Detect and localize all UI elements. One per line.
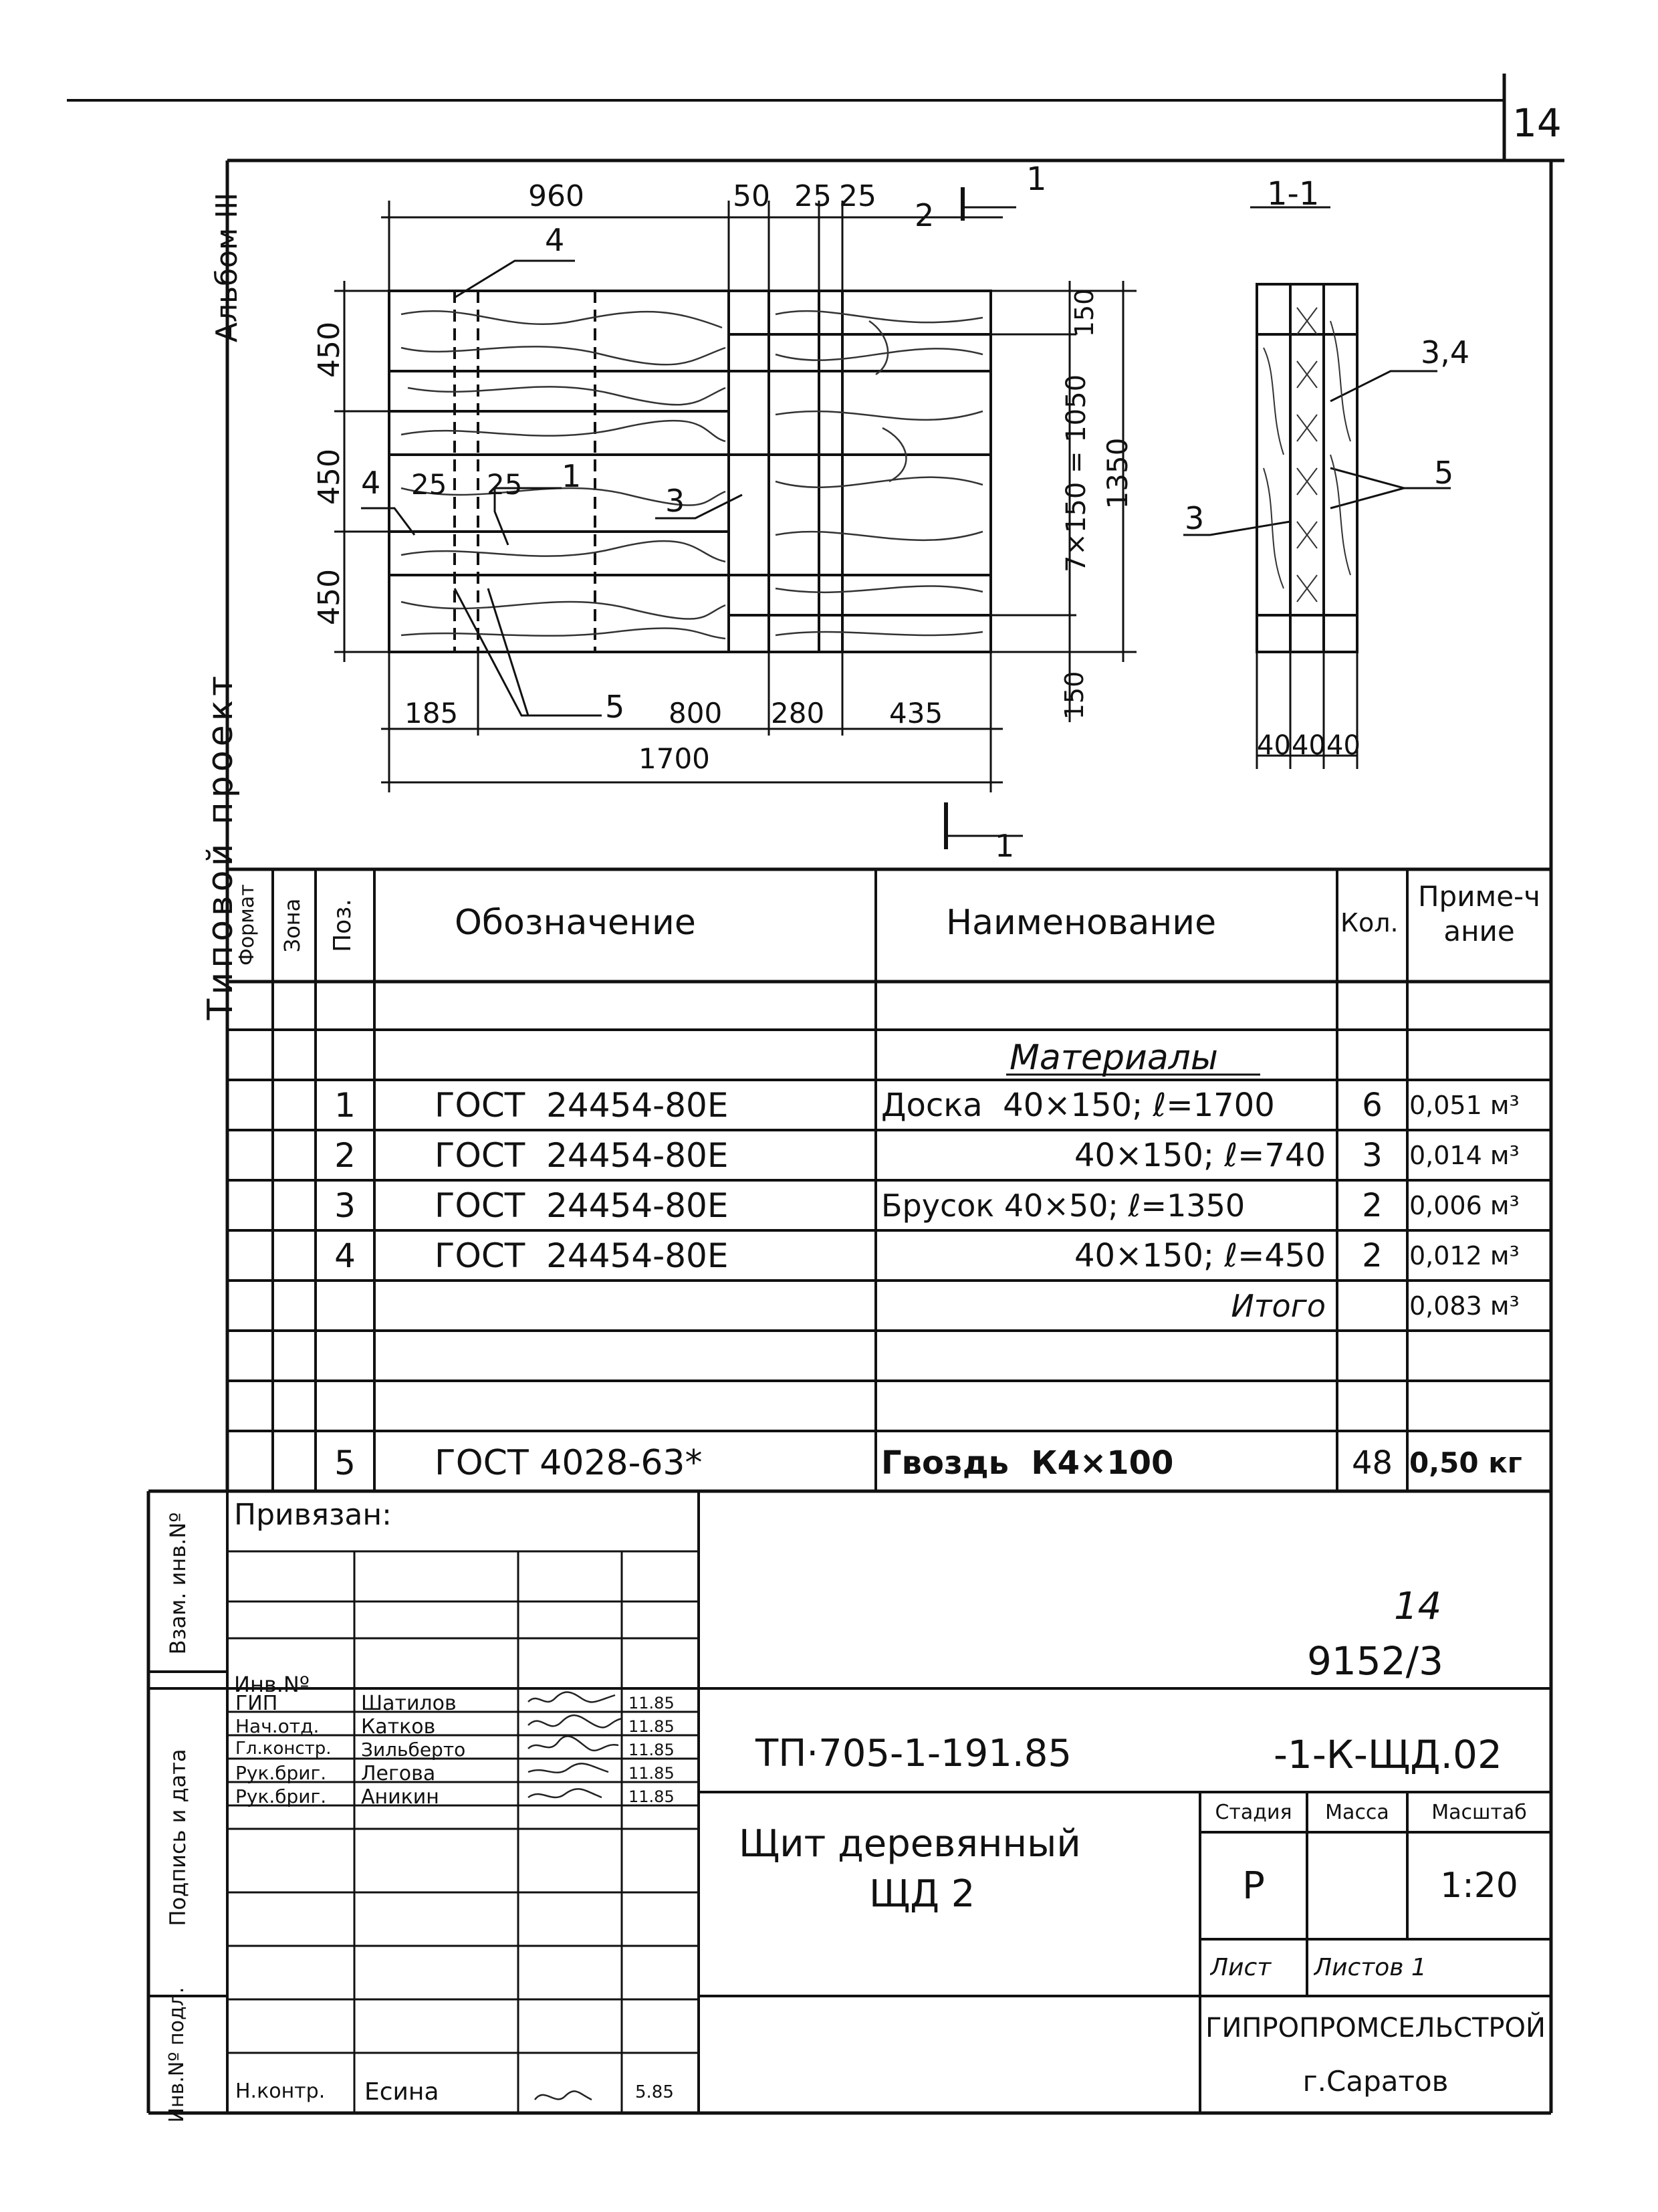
- dim-inner-25b: 25: [487, 468, 523, 501]
- sheets-count: Листов 1: [1314, 1954, 1427, 1981]
- section-title: 1-1: [1267, 175, 1320, 213]
- title-line-2: ЩД 2: [869, 1872, 975, 1916]
- project-label: Типовой проект: [201, 671, 241, 1020]
- role-1-date: 11.85: [628, 1694, 675, 1712]
- callout-3-4: 3,4: [1421, 334, 1470, 370]
- callout-1: 1: [562, 458, 582, 494]
- role-4: Рук.бриг.: [235, 1762, 327, 1784]
- dim-top-25b: 25: [839, 179, 876, 213]
- dim-inner-25a: 25: [411, 468, 447, 501]
- role-4-date: 11.85: [628, 1764, 675, 1783]
- privyazan-label: Привязан:: [234, 1498, 392, 1532]
- callout-2: 2: [915, 197, 935, 233]
- role-5-date: 11.85: [628, 1787, 675, 1806]
- row4-pos: 4: [334, 1236, 356, 1275]
- row4-name: 40×150; ℓ=450: [1074, 1236, 1326, 1275]
- row1-pos: 1: [334, 1085, 356, 1125]
- mass-label: Масса: [1325, 1800, 1389, 1824]
- row3-qty: 2: [1362, 1186, 1383, 1224]
- row1-note: 0,051 м³: [1409, 1090, 1520, 1120]
- dim-right-150-bottom: 150: [1060, 671, 1089, 720]
- scale-label: Масштаб: [1431, 1800, 1527, 1824]
- col-header-pos: Поз.: [329, 899, 356, 952]
- role-4-name: Легова: [361, 1762, 436, 1785]
- row3-pos: 3: [334, 1186, 356, 1225]
- album-label: Альбом III: [210, 192, 244, 343]
- row5-pos: 5: [334, 1443, 356, 1482]
- role-3-name: Зильберто: [361, 1739, 466, 1761]
- section-dim-40b: 40: [1292, 730, 1326, 761]
- sheet-label: Лист: [1210, 1954, 1272, 1981]
- row2-pos: 2: [334, 1135, 356, 1175]
- scale-value: 1:20: [1440, 1866, 1518, 1906]
- dim-left-450-2: 450: [312, 449, 346, 505]
- callout-5-board: 5: [605, 689, 625, 725]
- row5-name: Гвоздь К4×100: [881, 1444, 1174, 1482]
- row3-note: 0,006 м³: [1409, 1190, 1520, 1220]
- dim-top-50: 50: [733, 179, 770, 213]
- row4-note: 0,012 м³: [1409, 1240, 1520, 1270]
- strip-replace-inv: Взам. инв.Nº: [165, 1512, 191, 1655]
- control-date: 5.85: [635, 2082, 674, 2102]
- row5-designation: ГОСТ 4028-63*: [435, 1442, 703, 1483]
- title-line-1: Щит деревянный: [739, 1822, 1081, 1866]
- dim-left-450-3: 450: [312, 569, 346, 625]
- role-3-date: 11.85: [628, 1741, 675, 1759]
- inv-number-label: Инв.Nº: [234, 1672, 310, 1697]
- row3-designation: ГОСТ 24454-80Е: [435, 1186, 729, 1225]
- stage-value: Р: [1242, 1864, 1265, 1908]
- role-1: ГИП: [235, 1692, 278, 1715]
- total-value: 0,083 м³: [1409, 1291, 1520, 1321]
- callout-3: 3: [665, 483, 685, 519]
- callout-3-section: 3: [1185, 500, 1205, 536]
- materials-section-title: Материалы: [1010, 1038, 1218, 1078]
- strip-signature-date: Подпись и дата: [165, 1749, 191, 1926]
- row1-name: Доска 40×150; ℓ=1700: [881, 1086, 1275, 1124]
- doc-suffix: -1-К-ЩД.02: [1274, 1732, 1502, 1777]
- role-3: Гл.констр.: [235, 1739, 332, 1759]
- sheet-number: 14: [1512, 100, 1562, 146]
- control-name: Есина: [364, 2078, 439, 2106]
- col-header-format: Формат: [235, 884, 259, 966]
- section-dim-40a: 40: [1257, 730, 1291, 761]
- dim-right-150-top: 150: [1070, 288, 1099, 338]
- row4-qty: 2: [1362, 1236, 1383, 1275]
- row1-qty: 6: [1362, 1086, 1383, 1124]
- role-5: Рук.бриг.: [235, 1785, 327, 1807]
- dim-bottom-800: 800: [669, 697, 723, 730]
- row2-name: 40×150; ℓ=740: [1074, 1136, 1326, 1174]
- col-header-name: Наименование: [946, 903, 1217, 943]
- role-2-name: Катков: [361, 1715, 436, 1739]
- row4-designation: ГОСТ 24454-80Е: [435, 1236, 729, 1275]
- row5-qty: 48: [1351, 1444, 1393, 1482]
- role-5-name: Аникин: [361, 1785, 439, 1809]
- col-header-designation: Обозначение: [455, 903, 696, 943]
- dim-top-960: 960: [528, 179, 584, 213]
- organization: ГИПРОПРОМСЕЛЬСТРОЙ: [1205, 2012, 1546, 2043]
- section-mark-bottom: 1: [995, 828, 1015, 864]
- callout-4-left: 4: [361, 465, 381, 501]
- row5-note: 0,50 кг: [1409, 1446, 1522, 1479]
- sheet-ref: 14: [1394, 1585, 1442, 1628]
- dim-bottom-185: 185: [404, 697, 459, 730]
- col-header-qty: Кол.: [1340, 908, 1399, 937]
- col-header-note: Приме-чание: [1417, 880, 1541, 948]
- overall-length: 1700: [638, 742, 710, 775]
- dim-left-450-1: 450: [312, 322, 346, 378]
- control-role: Н.контр.: [235, 2080, 326, 2103]
- dim-bottom-435: 435: [889, 697, 943, 730]
- callout-5-section: 5: [1434, 455, 1454, 491]
- section-mark-top: 1: [1026, 160, 1047, 198]
- organization-city: г.Саратов: [1302, 2065, 1449, 2098]
- row2-designation: ГОСТ 24454-80Е: [435, 1135, 729, 1175]
- role-2-date: 11.85: [628, 1717, 675, 1736]
- strip-original-inv: Инв.Nº подл.: [165, 1987, 189, 2123]
- row3-name: Брусок 40×50; ℓ=1350: [881, 1187, 1246, 1224]
- row2-note: 0,014 м³: [1409, 1140, 1520, 1170]
- row2-qty: 3: [1362, 1136, 1383, 1174]
- dim-bottom-280: 280: [771, 697, 825, 730]
- role-2: Нач.отд.: [235, 1715, 320, 1737]
- doc-code: ТП·705-1-191.85: [755, 1732, 1072, 1775]
- album-code: 9152/3: [1307, 1638, 1444, 1684]
- dim-right-1350: 1350: [1101, 437, 1134, 510]
- dim-top-25a: 25: [794, 179, 832, 213]
- section-dim-40c: 40: [1326, 730, 1360, 761]
- col-header-zone: Зона: [279, 898, 305, 953]
- callout-4-top: 4: [545, 222, 565, 258]
- total-label: Итого: [1231, 1287, 1326, 1324]
- stage-label: Стадия: [1215, 1800, 1292, 1824]
- dim-right-7x150: 7×150 = 1050: [1061, 374, 1092, 573]
- role-1-name: Шатилов: [361, 1692, 457, 1715]
- row1-designation: ГОСТ 24454-80Е: [435, 1085, 729, 1125]
